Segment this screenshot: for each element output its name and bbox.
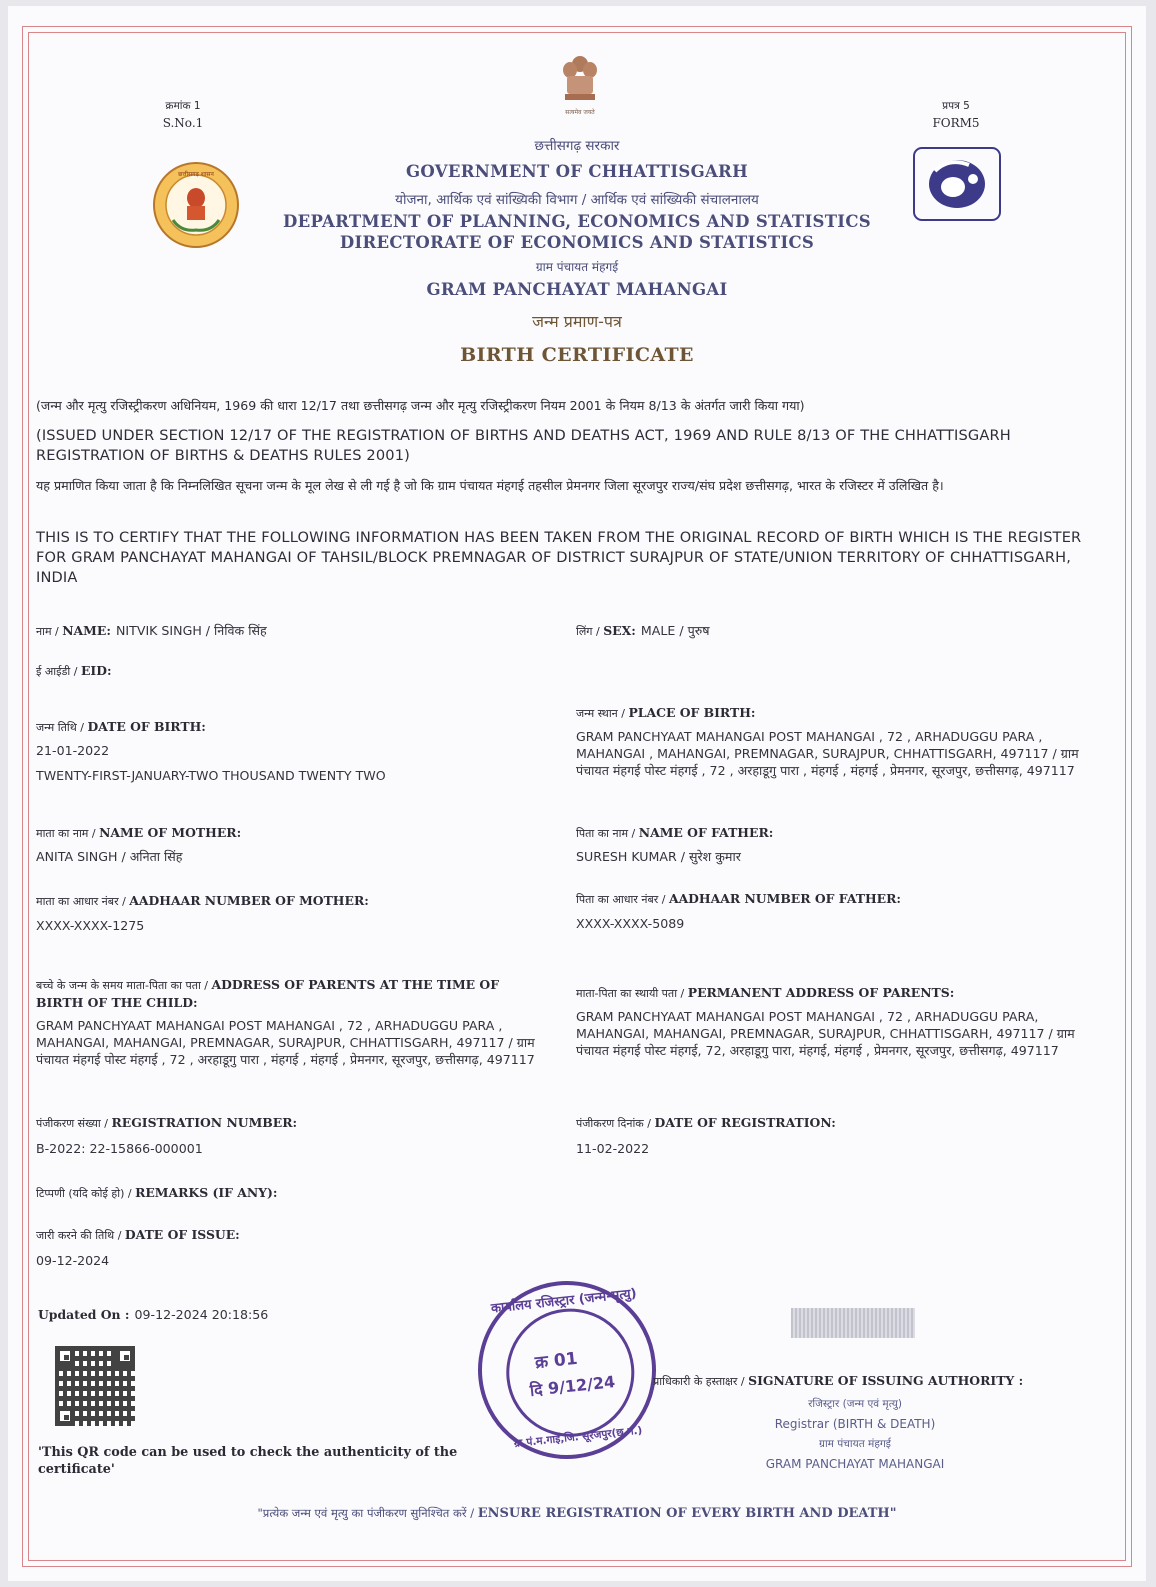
sex-field: लिंग / SEX: MALE / पुरुष [576, 623, 710, 638]
birth-address-value: GRAM PANCHYAAT MAHANGAI POST MAHANGAI , 72 , ARHADUGGU PARA , MAHANGAI, MAHANGAI, PREMNAGAR, SURAJPUR, CHHATTISGARH, 497117 / ग्राम पंचायत मंहगई पोस्ट मंहगई , 72 , अरहाडूगु पारा , मंहगई , मंहगई , प्रेमनगर, सूरजपुर, छत्तीसगढ़, 497117 [36, 1018, 535, 1067]
serial-number: क्रमांक 1 S.No.1 [162, 100, 204, 130]
directorate-title: DIRECTORATE OF ECONOMICS AND STATISTICS [339, 233, 815, 252]
dob-words: TWENTY-FIRST-JANUARY-TWO THOUSAND TWENTY TWO [36, 768, 386, 783]
signature-image [791, 1308, 915, 1338]
certificate-title-hindi: जन्म प्रमाण-पत्र [532, 312, 622, 331]
signature-label: प्राधिकारी के हस्ताक्षर / SIGNATURE OF ISSUING AUTHORITY : [653, 1373, 1024, 1388]
govt-title-hindi: छत्तीसगढ़ सरकार [534, 138, 620, 154]
state-seal-text: छत्तीसगढ़ शासन [178, 171, 214, 178]
mother-name-field: माता का नाम / NAME OF MOTHER: ANITA SINGH / अनिता सिंह [36, 824, 536, 865]
name-value: NITVIK SINGH / निविक सिंह [116, 623, 267, 638]
emblem-caption: सत्यमेव जयते [565, 109, 595, 116]
permanent-address-field: माता-पिता का स्थायी पता / PERMANENT ADDRESS OF PARENTS: GRAM PANCHYAAT MAHANGAI POST MAHANGAI , 72 , ARHADUGGU PARA, MAHANGAI, MAHANGAI, PREMNAGAR, SURAJPUR, CHHATTISGARH, 497117 / ग्राम पंचायत मंहगई पोस्ट मंहगई, 72, अरहाडूगु पारा, मंहगई, मंहगई , प्रेमनगर, सूरजपुर, छत्तीसगढ़, 497117 [576, 984, 1096, 1059]
national-emblem-icon [557, 50, 603, 122]
certificate-page [8, 6, 1146, 1581]
father-aadhaar-field: पिता का आधार नंबर / AADHAAR NUMBER OF FATHER: XXXX-XXXX-5089 [576, 890, 1076, 932]
certify-statement-hindi: यह प्रमाणित किया जाता है कि निम्नलिखित सूचना जन्म के मूल लेख से ली गई है जो कि ग्राम पंचायत मंहगई तहसील प्रेमनगर जिला सूरजपुर राज्य/संघ प्रदेश छत्तीसगढ़, भारत के रजिस्टर में उलिखित है। [36, 478, 944, 493]
father-name-value: SURESH KUMAR / सुरेश कुमार [576, 849, 741, 864]
updated-on-value: 09-12-2024 20:18:56 [134, 1307, 269, 1322]
qr-note: 'This QR code can be used to check the authenticity of the certificate' [38, 1445, 458, 1477]
qr-code[interactable] [55, 1346, 135, 1426]
footer-slogan: "प्रत्येक जन्म एवं मृत्यु का पंजीकरण सुनिश्चित करें / ENSURE REGISTRATION OF EVERY BIRTH AND DEATH" [257, 1506, 897, 1521]
stamp-date: दि 9/12/24 [528, 1372, 617, 1400]
sex-value: MALE / पुरुष [640, 623, 710, 638]
permanent-address-value: GRAM PANCHYAAT MAHANGAI POST MAHANGAI , 72 , ARHADUGGU PARA, MAHANGAI, MAHANGAI, PREMNAGAR, SURAJPUR, CHHATTISGARH, 497117 / ग्राम पंचायत मंहगई पोस्ट मंहगई, 72, अरहाडूगु पारा, मंहगई, मंहगई , प्रेमनगर, सूरजपुर, छत्तीसगढ़, 497117 [576, 1009, 1075, 1058]
eid-field: ई आईडी / EID: [36, 663, 112, 678]
form-number: प्रपत्र 5 FORM5 [932, 100, 980, 130]
panchayat-title-hindi: ग्राम पंचायत मंहगई [535, 260, 619, 274]
registration-number-field: पंजीकरण संख्या / REGISTRATION NUMBER: B-2022: 22-15866-000001 [36, 1114, 536, 1157]
father-aadhaar-value: XXXX-XXXX-5089 [576, 916, 685, 931]
crs-logo-icon [913, 147, 1001, 221]
dob-field: जन्म तिथि / DATE OF BIRTH: 21-01-2022 TWENTY-FIRST-JANUARY-TWO THOUSAND TWENTY TWO [36, 718, 536, 784]
issue-date-field: जारी करने की तिथि / DATE OF ISSUE: 09-12-2024 [36, 1226, 536, 1269]
registration-number-value: B-2022: 22-15866-000001 [36, 1141, 203, 1156]
stamp-bottom-text: ग्रा.पं.म.गाई,जि. सूरजपुर(छ.ग.) [513, 1424, 643, 1450]
stamp-serial: क्र 01 [534, 1348, 579, 1374]
issue-date-value: 09-12-2024 [36, 1253, 110, 1268]
updated-on: Updated On : 09-12-2024 20:18:56 [38, 1307, 269, 1322]
remarks-field: टिप्पणी (यदि कोई हो) / REMARKS (IF ANY): [36, 1185, 278, 1200]
issuing-authority: रजिस्ट्रार (जन्म एवं मृत्यु) Registrar (BIRTH & DEATH) ग्राम पंचायत मंहगई GRAM PANCHAYAT MAHANGAI [765, 1398, 945, 1471]
mother-aadhaar-value: XXXX-XXXX-1275 [36, 918, 145, 933]
certify-statement: THIS IS TO CERTIFY THAT THE FOLLOWING INFORMATION HAS BEEN TAKEN FROM THE ORIGINAL RECORD OF BIRTH WHICH IS THE REGISTER FOR GRAM PANCHAYAT MAHANGAI OF TAHSIL/BLOCK PREMNAGAR OF DISTRICT SURAJPUR OF STATE/UNION TERRITORY OF CHHATTISGARH, INDIA [36, 529, 1082, 586]
birth-address-field: बच्चे के जन्म के समय माता-पिता का पता / ADDRESS OF PARENTS AT THE TIME OF BIRTH OF THE CHILD: GRAM PANCHYAAT MAHANGAI POST MAHANGAI , 72 , ARHADUGGU PARA , MAHANGAI, MAHANGAI, PREMNAGAR, SURAJPUR, CHHATTISGARH, 497117 / ग्राम पंचायत मंहगई पोस्ट मंहगई , 72 , अरहाडूगु पारा , मंहगई , मंहगई , प्रेमनगर, सूरजपुर, छत्तीसगढ़, 497117 [36, 976, 546, 1068]
act-reference-hindi: (जन्म और मृत्यु रजिस्ट्रीकरण अधिनियम, 1969 की धारा 12/17 तथा छत्तीसगढ़ जन्म और मृत्यु रजिस्ट्रीकरण नियम 2001 के नियम 8/13 के अंतर्गत जारी किया गया) [36, 398, 805, 413]
mother-name-value: ANITA SINGH / अनिता सिंह [36, 849, 183, 864]
dept-title-hindi: योजना, आर्थिक एवं सांख्यिकी विभाग / आर्थिक एवं सांख्यिकी संचालनालय [395, 192, 759, 208]
place-of-birth-value: GRAM PANCHYAAT MAHANGAI POST MAHANGAI , 72 , ARHADUGGU PARA , MAHANGAI , MAHANGAI, PREMNAGAR, SURAJPUR, CHHATTISGARH, 497117 / ग्राम पंचायत मंहगई पोस्ट मंहगई , 72 , अरहाडूगु पारा , मंहगई , मंहगई , प्रेमनगर, सूरजपुर, छत्तीसगढ़, 497117 [576, 729, 1079, 778]
father-name-field: पिता का नाम / NAME OF FATHER: SURESH KUMAR / सुरेश कुमार [576, 824, 1076, 865]
govt-title: GOVERNMENT OF CHHATTISGARH [406, 162, 748, 181]
panchayat-title: GRAM PANCHAYAT MAHANGAI [426, 280, 728, 299]
dept-title: DEPARTMENT OF PLANNING, ECONOMICS AND STATISTICS [283, 212, 871, 231]
dob-value: 21-01-2022 [36, 743, 110, 758]
name-field: नाम / NAME: NITVIK SINGH / निविक सिंह [36, 623, 267, 638]
certificate-title: BIRTH CERTIFICATE [460, 344, 694, 366]
stamp-ring-text: कार्यालय रजिस्ट्रार (जन्म-मृत्यु) [490, 1286, 638, 1317]
mother-aadhaar-field: माता का आधार नंबर / AADHAAR NUMBER OF MOTHER: XXXX-XXXX-1275 [36, 892, 536, 934]
place-of-birth-field: जन्म स्थान / PLACE OF BIRTH: GRAM PANCHYAAT MAHANGAI POST MAHANGAI , 72 , ARHADUGGU PARA , MAHANGAI , MAHANGAI, PREMNAGAR, SURAJPUR, CHHATTISGARH, 497117 / ग्राम पंचायत मंहगई पोस्ट मंहगई , 72 , अरहाडूगु पारा , मंहगई , मंहगई , प्रेमनगर, सूरजपुर, छत्तीसगढ़, 497117 [576, 704, 1096, 779]
act-reference: (ISSUED UNDER SECTION 12/17 OF THE REGISTRATION OF BIRTHS AND DEATHS ACT, 1969 AND RULE 8/13 OF THE CHHATTISGARH REGISTRATION OF BIRTHS & DEATHS RULES 2001) [36, 427, 1011, 464]
registration-date-value: 11-02-2022 [576, 1141, 650, 1156]
registration-date-field: पंजीकरण दिनांक / DATE OF REGISTRATION: 11-02-2022 [576, 1114, 1076, 1157]
